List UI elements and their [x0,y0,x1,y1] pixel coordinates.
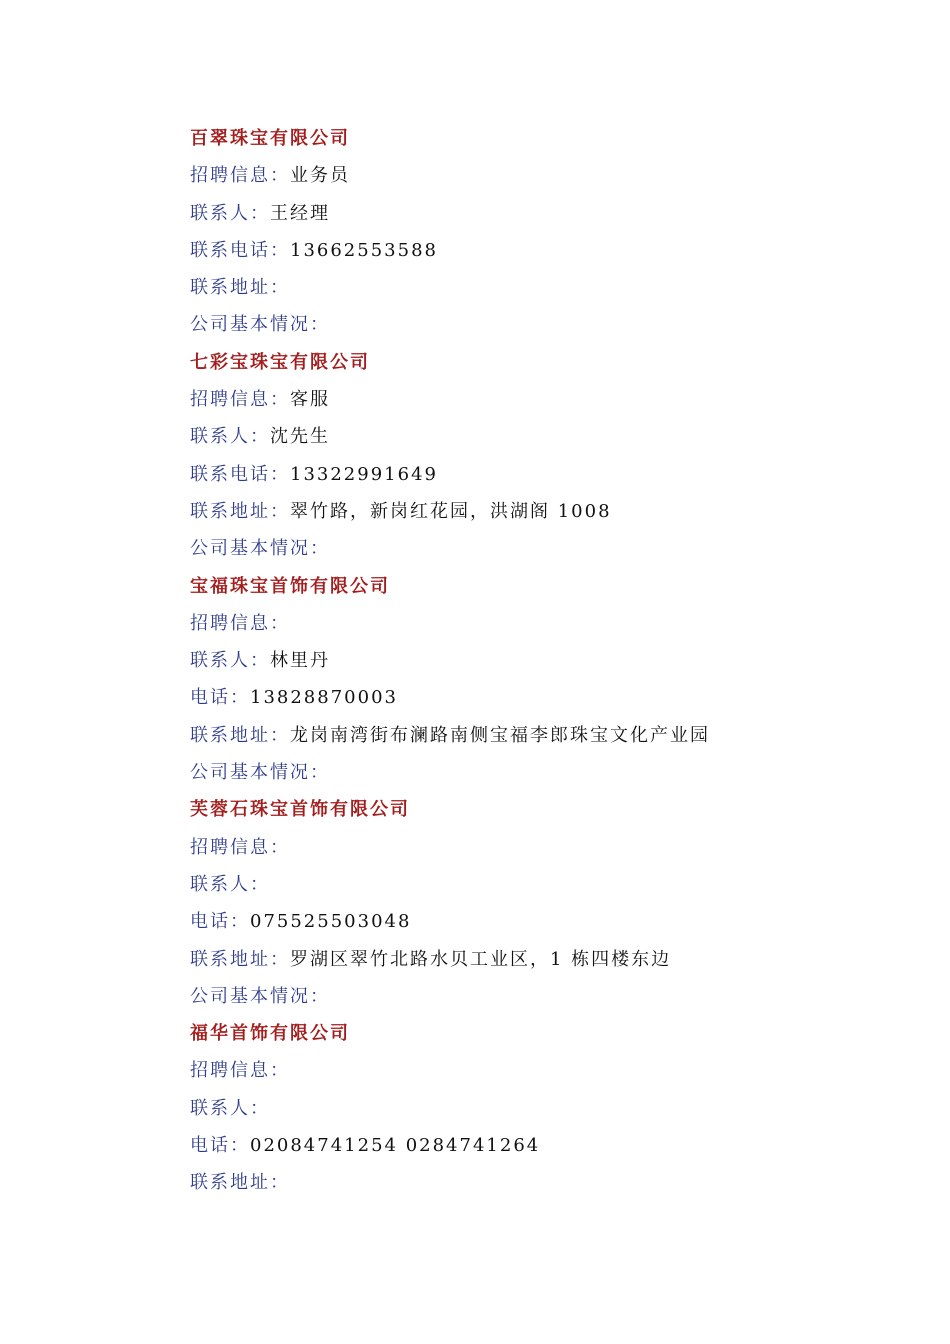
job-listing-document [190,120,890,1202]
field-label: 联系人： [190,426,270,448]
company-name: 芙蓉石珠宝首饰有限公司 [190,799,410,821]
field-label: 联系电话： [190,239,290,261]
company-profile-row [190,754,890,791]
field-label: 联系地址： [190,724,290,746]
field-label: 电话： [190,687,250,709]
phone-row [190,456,890,493]
field-value: 罗湖区翠竹北路水贝工业区，1 栋四楼东边 [290,948,672,970]
company-name: 七彩宝珠宝有限公司 [190,351,370,373]
field-label: 招聘信息： [190,389,290,411]
field-value: 业务员 [290,165,350,187]
field-value: 翠竹路，新岗红花园，洪湖阁 1008 [290,500,612,522]
field-label: 联系电话： [190,463,290,485]
field-label: 招聘信息： [190,1060,290,1082]
contact-person-row [190,195,890,232]
field-label: 联系人： [190,873,270,895]
company-name: 福华首饰有限公司 [190,1023,350,1045]
job-info-row [190,829,890,866]
field-value: 13662553588 [290,239,438,261]
company-profile-row [190,978,890,1015]
job-info-row [190,1052,890,1089]
field-label: 联系地址： [190,1172,290,1194]
address-row [190,269,890,306]
contact-person-row [190,418,890,455]
company-profile-row [190,306,890,343]
field-label: 联系人： [190,202,270,224]
contact-person-row [190,642,890,679]
phone-row [190,679,890,716]
field-label: 电话： [190,1135,250,1157]
phone-row [190,232,890,269]
field-value: 075525503048 [250,911,412,933]
field-label: 公司基本情况： [190,985,330,1007]
company-name: 百翠珠宝有限公司 [190,128,350,149]
field-label: 联系地址： [190,500,290,522]
address-row [190,493,890,530]
field-label: 公司基本情况： [190,538,330,560]
field-label: 招聘信息： [190,612,290,634]
field-label: 联系地址： [190,277,290,299]
field-label: 公司基本情况： [190,762,330,784]
field-value: 沈先生 [270,426,330,448]
field-value: 13322991649 [290,463,438,485]
phone-row [190,1127,890,1164]
job-info-row [190,605,890,642]
job-info-row [190,157,890,194]
job-info-row [190,381,890,418]
address-row [190,717,890,754]
field-label: 联系人： [190,650,270,672]
contact-person-row [190,866,890,903]
field-value: 林里丹 [270,650,330,672]
field-label: 联系人： [190,1097,270,1119]
company-profile-row [190,530,890,567]
field-value: 客服 [290,389,330,411]
field-label: 电话： [190,911,250,933]
address-row [190,941,890,978]
field-label: 公司基本情况： [190,314,330,336]
phone-row [190,903,890,940]
field-label: 联系地址： [190,948,290,970]
field-label: 招聘信息： [190,836,290,858]
contact-person-row [190,1090,890,1127]
field-value: 龙岗南湾街布澜路南侧宝福李郎珠宝文化产业园 [290,724,710,746]
address-row [190,1164,890,1201]
field-value: 13828870003 [250,687,398,709]
field-value: 02084741254 0284741264 [250,1135,541,1157]
company-name: 宝福珠宝首饰有限公司 [190,575,390,597]
field-value: 王经理 [270,202,330,224]
field-label: 招聘信息： [190,165,290,187]
